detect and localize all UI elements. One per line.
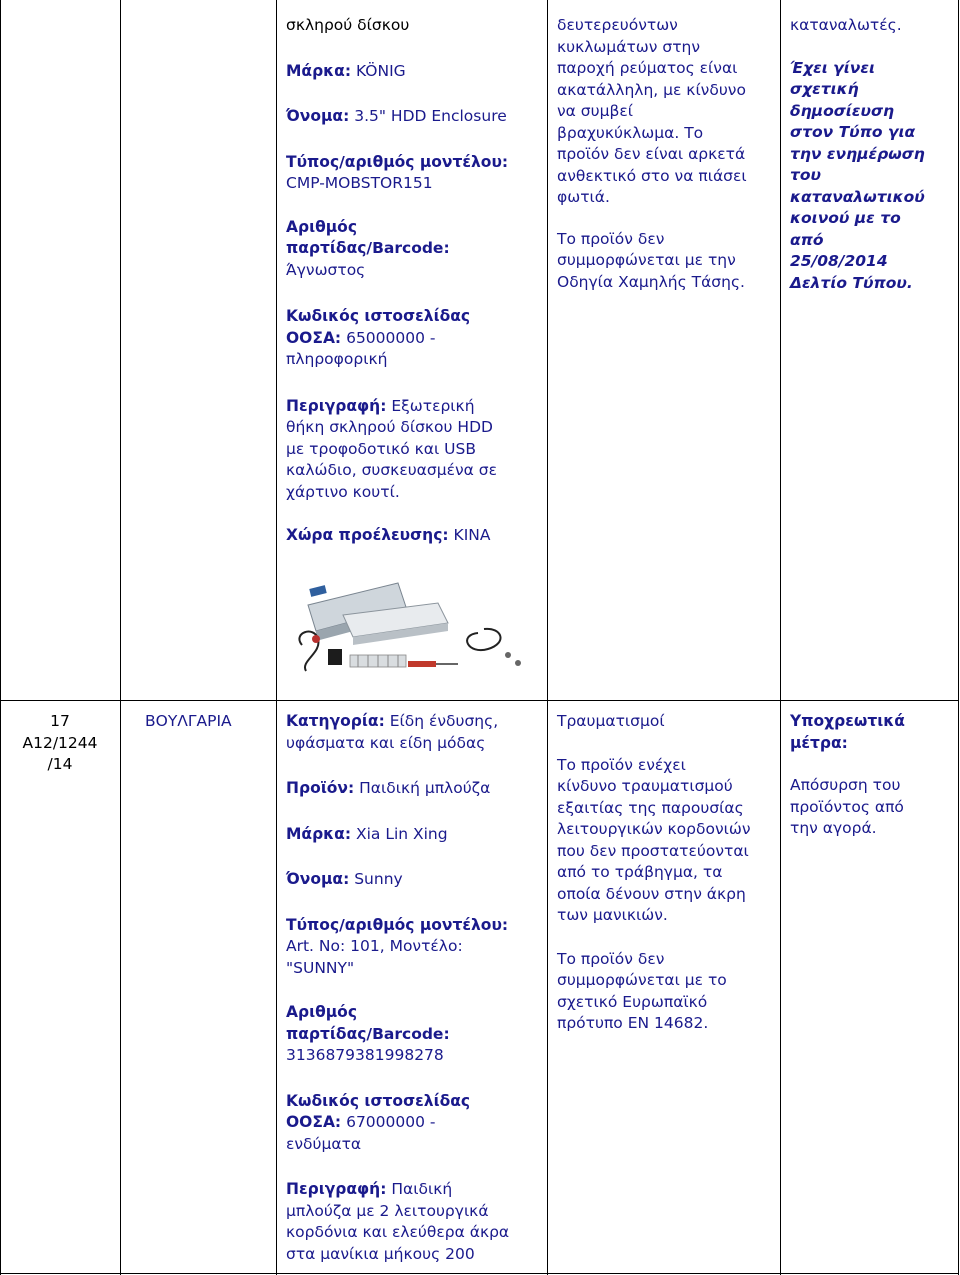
row17-measures-line: προϊόντος από	[790, 797, 904, 816]
row17-measures-line: την αγορά.	[790, 819, 877, 837]
row17-risk-line2: συμμορφώνεται με το	[557, 971, 727, 989]
row17-measures-title-2: μέτρα:	[790, 733, 848, 752]
row17-measures-cell	[790, 711, 956, 840]
row16-origin: Χώρα προέλευσης: ΚΙΝΑ	[286, 526, 491, 544]
row16-measures-italic: 25/08/2014	[790, 252, 888, 270]
row-divider	[0, 1273, 959, 1274]
row16-risk-line: να συμβεί	[557, 102, 633, 120]
row17-measures-title: Υποχρεωτικά	[790, 712, 905, 730]
grid-line	[0, 0, 1, 1275]
row16-risk-cell	[557, 15, 779, 293]
row17-code-value: ΟΟΣΑ: 67000000 -	[286, 1113, 436, 1131]
row16-measures-cell	[790, 15, 956, 294]
row16-code-value: ΟΟΣΑ: 65000000 -	[286, 328, 436, 347]
row16-batch-value: Άγνωστος	[286, 260, 366, 279]
row16-desc-line: με τροφοδοτικό και USB	[286, 439, 476, 458]
row17-risk-line: εξαιτίας της παρουσίας	[557, 798, 744, 817]
row17-brand: Μάρκα: Xia Lin Xing	[286, 824, 448, 843]
row16-name: Όνομα: 3.5" HDD Enclosure	[286, 107, 507, 125]
row16-risk-line: ανθεκτικό στο να πιάσει	[557, 166, 747, 185]
row16-measures-italic: Έχει γίνει	[790, 58, 875, 77]
row17-risk-line2: Το προϊόν δεν	[557, 949, 665, 968]
row16-risk-line2: Οδηγία Χαμηλής Τάσης.	[557, 272, 745, 291]
row16-measures-italic: σχετική	[790, 80, 859, 98]
row16-risk-line: ακατάλληλη, με κίνδυνο	[557, 80, 746, 99]
row17-country: ΒΟΥΛΓΑΡΙΑ	[145, 712, 232, 730]
row17-risk-line: των μανικιών.	[557, 906, 668, 924]
row16-code-value-2: πληροφορική	[286, 350, 388, 368]
row17-category: Κατηγορία: Είδη ένδυσης,	[286, 712, 499, 730]
row16-measures-italic: στον Τύπο για	[790, 123, 916, 141]
row17-product-cell	[286, 711, 544, 1265]
row17-ref-2: /14	[47, 755, 73, 773]
row16-model-value: CMP-MOBSTOR151	[286, 174, 433, 192]
grid-line	[120, 0, 121, 1275]
row17-product: Προϊόν: Παιδική μπλούζα	[286, 779, 491, 797]
row17-model-value-2: "SUNNY"	[286, 958, 355, 977]
row17-risk-line: από το τράβηγμα, τα	[557, 863, 723, 881]
row16-desc-line: θήκη σκληρού δίσκου HDD	[286, 418, 493, 436]
row17-description: Περιγραφή: Παιδική	[286, 1180, 453, 1198]
row17-country-cell	[145, 711, 275, 733]
row16-risk-line2: συμμορφώνεται με την	[557, 251, 736, 269]
row17-batch-label: Αριθμός	[286, 1003, 358, 1021]
row17-risk-line2: σχετικό Ευρωπαϊκό	[557, 992, 708, 1011]
row16-risk-line: φωτιά.	[557, 188, 610, 206]
row17-measures-line: Απόσυρση του	[790, 776, 901, 794]
row17-risk-cell	[557, 711, 779, 1035]
product-photo	[288, 575, 532, 687]
row17-desc-line: κορδόνια και ελεύθερα άκρα	[286, 1223, 510, 1241]
row16-measures-italic: Δελτίο Τύπου.	[790, 273, 913, 292]
row16-risk-line: κυκλωμάτων στην	[557, 37, 701, 56]
row16-risk-line: δευτερευόντων	[557, 16, 678, 34]
row16-desc-line: χάρτινο κουτί.	[286, 482, 400, 501]
row17-risk-line: Το προϊόν ενέχει	[557, 755, 686, 774]
row16-measures-italic: την ενημέρωση	[790, 144, 925, 163]
row16-batch-label-2: παρτίδας/Barcode:	[286, 239, 450, 257]
row17-risk-line: κίνδυνο τραυματισμού	[557, 777, 733, 795]
row17-risk-line: οποία δένουν στην άκρη	[557, 884, 746, 903]
row16-risk-line: βραχυκύκλωμα. Το	[557, 123, 704, 142]
row16-measures-italic: του	[790, 166, 822, 184]
grid-line	[276, 0, 277, 1275]
row17-number: 17	[50, 712, 70, 730]
row17-risk-line: λειτουργικών κορδονιών	[557, 820, 751, 838]
row17-model-label: Τύπος/αριθμός μοντέλου:	[286, 915, 509, 934]
row16-measures-italic: κοινού με το	[790, 209, 901, 227]
row16-batch-label: Αριθμός	[286, 217, 358, 236]
row17-batch-value: 3136879381998278	[286, 1046, 444, 1064]
row16-code-label: Κωδικός ιστοσελίδας	[286, 307, 471, 325]
row16-product-cell	[286, 15, 544, 547]
row16-brand: Μάρκα: KÖNIG	[286, 61, 406, 80]
row-divider	[0, 700, 959, 701]
row17-risk-title: Τραυματισμοί	[557, 712, 665, 730]
grid-line	[780, 0, 781, 1275]
row17-category-2: υφάσματα και είδη μόδας	[286, 733, 486, 752]
row17-risk-line2: πρότυπο EN 14682.	[557, 1014, 709, 1032]
row16-description: Περιγραφή: Εξωτερική	[286, 396, 475, 415]
grid-line	[547, 0, 548, 1275]
row16-model-label: Τύπος/αριθμός μοντέλου:	[286, 152, 509, 171]
row16-measures-line0: καταναλωτές.	[790, 16, 902, 34]
row16-measures-italic: δημοσίευση	[790, 101, 895, 120]
row17-code-value-2: ενδύματα	[286, 1134, 362, 1153]
row17-code-label: Κωδικός ιστοσελίδας	[286, 1091, 471, 1110]
row16-measures-italic: καταναλωτικού	[790, 187, 925, 206]
row16-product-line0: σκληρού δίσκου	[286, 16, 410, 34]
row16-measures-italic: από	[790, 230, 824, 249]
row17-name: Όνομα: Sunny	[286, 870, 403, 888]
row17-model-value: Art. No: 101, Μοντέλο:	[286, 937, 463, 955]
row17-desc-line: στα μανίκια μήκους 200	[286, 1244, 475, 1263]
row17-desc-line: μπλούζα με 2 λειτουργικά	[286, 1201, 489, 1220]
row16-risk-line: παροχή ρεύματος είναι	[557, 59, 738, 77]
row16-risk-line2: Το προϊόν δεν	[557, 229, 665, 248]
row17-risk-line: που δεν προστατεύονται	[557, 841, 749, 860]
row17-number-cell	[0, 711, 120, 776]
row17-ref: A12/1244	[22, 733, 98, 752]
row16-desc-line: καλώδιο, συσκευασμένα σε	[286, 461, 497, 479]
row16-risk-line: προϊόν δεν είναι αρκετά	[557, 145, 746, 163]
grid-line	[958, 0, 959, 1275]
row17-batch-label-2: παρτίδας/Barcode:	[286, 1024, 450, 1043]
